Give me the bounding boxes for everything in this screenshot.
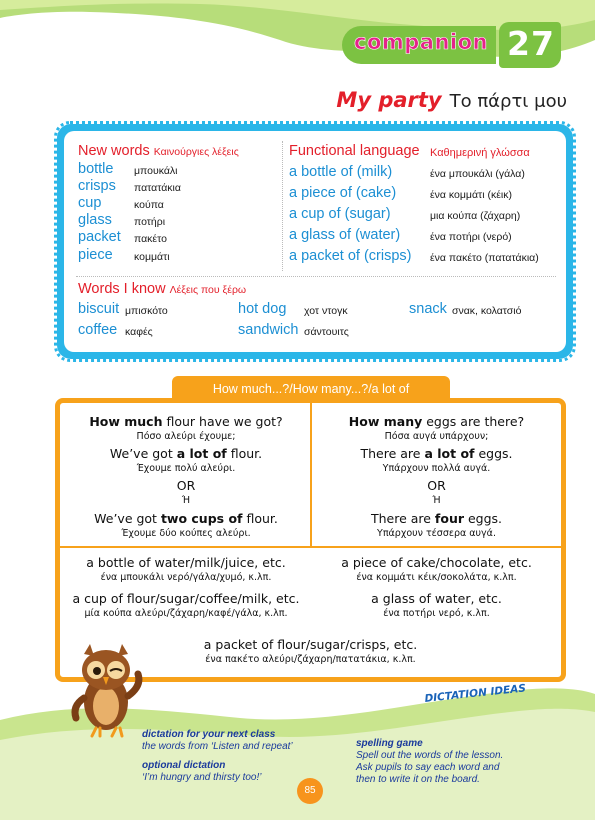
a-lot-of-answer: There are a lot of eggs. [360, 446, 513, 461]
functional-phrase-gr: ένα κομμάτι (κέικ) [430, 189, 512, 201]
example-phrase-gr: ένα μπουκάλι νερό/γάλα/χυμό, κ.λπ. [100, 572, 272, 583]
how-many-question: How many eggs are there? [348, 414, 525, 429]
known-word-en: coffee [78, 322, 118, 338]
title-greek: Το πάρτι μου [449, 91, 567, 112]
vocab-row-divider [76, 276, 556, 277]
quantity-answer-gr: Υπάρχουν τέσσερα αυγά. [377, 528, 496, 539]
functional-phrase-en: a bottle of (milk) [289, 164, 393, 180]
new-word-gr: μπουκάλι [134, 165, 178, 177]
known-word-gr: μπισκότο [125, 305, 168, 317]
known-word-en: biscuit [78, 301, 120, 317]
page-title [336, 88, 567, 112]
quantity-answer-gr: Έχουμε δύο κούπες αλεύρι. [121, 528, 251, 539]
example-phrase: a piece of cake/chocolate, etc. [341, 555, 532, 570]
new-word-en: bottle [78, 161, 114, 177]
example-phrase: a cup of flour/sugar/coffee/milk, etc. [72, 591, 300, 606]
new-word-gr: κούπα [134, 199, 164, 211]
a-lot-of-answer-gr: Υπάρχουν πολλά αυγά. [382, 463, 491, 474]
next-class-note: dictation for your next class the words from ‘Listen and repeat’ [142, 729, 293, 752]
new-word-en: glass [78, 212, 112, 228]
new-word-gr: κομμάτι [134, 251, 170, 263]
optional-dictation-note: optional dictation ‘I’m hungry and thirsty too!’ [142, 760, 262, 783]
a-lot-of-answer: We’ve got a lot of flour. [109, 446, 263, 461]
known-word-en: hot dog [238, 301, 287, 317]
known-word-en: snack [409, 301, 447, 317]
example-phrase: a glass of water, etc. [371, 591, 502, 606]
new-word-en: crisps [78, 178, 116, 194]
example-phrase-gr: ένα κομμάτι κέικ/σοκολάτα, κ.λπ. [356, 572, 517, 583]
new-word-gr: πακέτο [134, 233, 167, 245]
companion-logo: companion [354, 30, 488, 54]
vocab-column-divider [282, 141, 283, 271]
functional-phrase-gr: μια κούπα (ζάχαρη) [430, 210, 521, 222]
functional-phrase-en: a glass of (water) [289, 227, 401, 243]
example-phrase-gr: μία κούπα αλεύρι/ζάχαρη/καφέ/γάλα, κ.λπ. [84, 608, 288, 619]
new-word-gr: ποτήρι [134, 216, 166, 228]
owl-mascot-icon [66, 640, 146, 738]
or-label-gr: Ή [181, 495, 191, 506]
or-label-gr: Ή [432, 495, 441, 506]
example-phrase: a packet of flour/sugar/crisps, etc. [203, 637, 418, 652]
dictation-ideas-heading: DICTATION IDEAS [424, 682, 527, 705]
how-much-question-gr: Πόσο αλεύρι έχουμε; [136, 431, 236, 442]
functional-phrase-en: a piece of (cake) [289, 185, 397, 201]
grammar-row-divider [60, 546, 561, 548]
functional-language-heading-gr: Καθημερινή γλώσσα [430, 147, 530, 159]
known-word-gr: σάντουιτς [304, 326, 349, 338]
functional-phrase-en: a packet of (crisps) [289, 248, 412, 264]
known-word-gr: καφές [125, 326, 153, 338]
words-i-know-heading: Words I know Λέξεις που ξέρω [78, 281, 247, 297]
functional-phrase-gr: ένα μπουκάλι (γάλα) [430, 168, 525, 180]
title-english: My party [336, 88, 442, 112]
functional-phrase-gr: ένα πακέτο (πατατάκια) [430, 252, 539, 264]
how-much-question: How much flour have we got? [89, 414, 283, 429]
quantity-answer: There are four eggs. [370, 511, 503, 526]
new-words-heading: New words Καινούργιες λέξεις [78, 143, 239, 159]
how-many-question-gr: Πόσα αυγά υπάρχουν; [384, 431, 489, 442]
example-phrase-gr: ένα ποτήρι νερό, κ.λπ. [383, 608, 490, 619]
new-word-en: piece [78, 247, 113, 263]
functional-language-heading: Functional language [289, 143, 420, 159]
known-word-en: sandwich [238, 322, 299, 338]
new-word-en: cup [78, 195, 102, 211]
unit-number: 27 [507, 24, 555, 63]
a-lot-of-answer-gr: Έχουμε πολύ αλεύρι. [136, 463, 236, 474]
example-phrase: a bottle of water/milk/juice, etc. [86, 555, 286, 570]
page-number: 85 [304, 785, 316, 796]
functional-phrase-gr: ένα ποτήρι (νερό) [430, 231, 512, 243]
or-label: OR [427, 478, 446, 493]
quantity-answer: We’ve got two cups of flour. [94, 511, 278, 526]
known-word-gr: χοτ ντογκ [304, 305, 348, 317]
new-word-gr: πατατάκια [134, 182, 181, 194]
known-word-gr: σνακ, κολατσιό [452, 305, 522, 317]
new-word-en: packet [78, 229, 121, 245]
grammar-tab-title: How much...?/How many...?/a lot of [212, 382, 410, 396]
functional-phrase-en: a cup of (sugar) [289, 206, 391, 222]
spelling-game-note: spelling game Spell out the words of the lesson. Ask pupils to say each word and then to write it on the board. [356, 738, 504, 785]
example-phrase-gr: ένα πακέτο αλεύρι/ζάχαρη/πατατάκια, κ.λπ. [205, 654, 416, 665]
or-label: OR [176, 478, 196, 493]
